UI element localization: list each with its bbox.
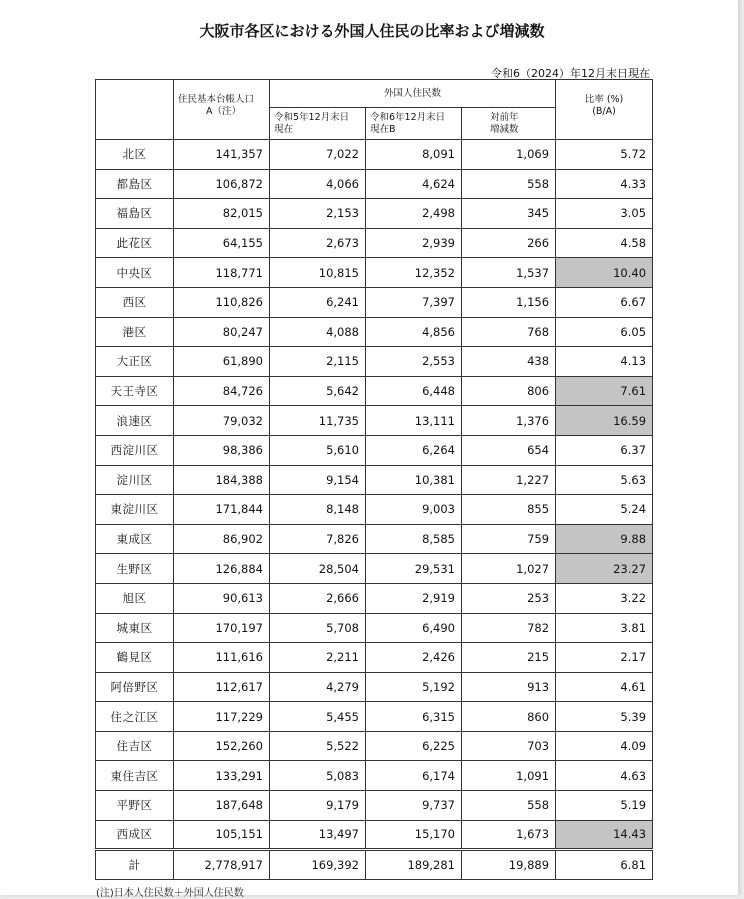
header-change — [462, 108, 556, 140]
cell-rate: 5.24 — [556, 495, 653, 525]
cell-ward: 淀川区 — [96, 465, 174, 495]
cell-r6: 2,426 — [366, 643, 462, 673]
cell-r5: 2,115 — [270, 347, 366, 377]
cell-r5: 5,610 — [270, 435, 366, 465]
cell-pop: 64,155 — [174, 228, 270, 258]
cell-rate: 4.61 — [556, 672, 653, 702]
header-r5-line2: 現在 — [274, 123, 294, 135]
cell-ward: 阿倍野区 — [96, 672, 174, 702]
cell-rate: 2.17 — [556, 643, 653, 673]
cell-change: 1,376 — [462, 406, 556, 436]
cell-ward: 住之江区 — [96, 702, 174, 732]
header-change-line1: 対前年 — [490, 111, 519, 123]
header-r6-line1: 令和6年12月末日 — [370, 111, 446, 123]
cell-rate: 3.81 — [556, 613, 653, 643]
cell-pop: 90,613 — [174, 583, 270, 613]
cell-r5: 13,497 — [270, 820, 366, 850]
header-r6 — [366, 108, 462, 140]
cell-r5: 7,826 — [270, 524, 366, 554]
table-row — [96, 791, 653, 821]
table-row — [96, 317, 653, 347]
cell-r6: 6,315 — [366, 702, 462, 732]
table-row — [96, 376, 653, 406]
cell-r6: 5,192 — [366, 672, 462, 702]
table-row — [96, 820, 653, 850]
table-row — [96, 140, 653, 170]
cell-rate: 5.63 — [556, 465, 653, 495]
table-body — [96, 140, 653, 880]
cell-r5: 4,279 — [270, 672, 366, 702]
table-row — [96, 199, 653, 229]
table-row — [96, 347, 653, 377]
header-resident-pop-sub: A（注） — [206, 106, 241, 117]
footnote: (注)日本人住民数＋外国人住民数 — [96, 888, 244, 899]
cell-r6: 29,531 — [366, 554, 462, 584]
cell-change: 1,673 — [462, 820, 556, 850]
cell-r6: 2,498 — [366, 199, 462, 229]
header-change-line2: 増減数 — [490, 123, 519, 135]
cell-ward: 福島区 — [96, 199, 174, 229]
cell-change: 438 — [462, 347, 556, 377]
cell-ward: 浪速区 — [96, 406, 174, 436]
cell-ward: 東成区 — [96, 524, 174, 554]
total-cell-ward: 計 — [96, 850, 174, 880]
cell-r6: 10,381 — [366, 465, 462, 495]
cell-rate: 14.43 — [556, 820, 653, 850]
cell-change: 1,537 — [462, 258, 556, 288]
table-row — [96, 258, 653, 288]
cell-r6: 2,939 — [366, 228, 462, 258]
page-title: 大阪市各区における外国人住民の比率および増減数 — [199, 22, 545, 40]
cell-r5: 4,066 — [270, 169, 366, 199]
header-rate — [556, 80, 653, 140]
cell-r5: 11,735 — [270, 406, 366, 436]
total-cell-r6: 189,281 — [366, 850, 462, 880]
cell-pop: 126,884 — [174, 554, 270, 584]
cell-ward: 中央区 — [96, 258, 174, 288]
cell-r5: 10,815 — [270, 258, 366, 288]
cell-change: 266 — [462, 228, 556, 258]
cell-rate: 3.05 — [556, 199, 653, 229]
cell-r5: 7,022 — [270, 140, 366, 170]
cell-rate: 4.63 — [556, 761, 653, 791]
cell-rate: 16.59 — [556, 406, 653, 436]
cell-rate: 4.33 — [556, 169, 653, 199]
cell-rate: 6.67 — [556, 287, 653, 317]
cell-r5: 28,504 — [270, 554, 366, 584]
table-row — [96, 731, 653, 761]
cell-rate: 9.88 — [556, 524, 653, 554]
cell-r6: 4,624 — [366, 169, 462, 199]
cell-ward: 旭区 — [96, 583, 174, 613]
cell-change: 703 — [462, 731, 556, 761]
cell-change: 1,069 — [462, 140, 556, 170]
cell-change: 759 — [462, 524, 556, 554]
cell-r5: 5,522 — [270, 731, 366, 761]
cell-pop: 112,617 — [174, 672, 270, 702]
cell-pop: 105,151 — [174, 820, 270, 850]
cell-pop: 170,197 — [174, 613, 270, 643]
cell-pop: 187,648 — [174, 791, 270, 821]
cell-ward: 都島区 — [96, 169, 174, 199]
table-row — [96, 761, 653, 791]
cell-change: 345 — [462, 199, 556, 229]
cell-change: 768 — [462, 317, 556, 347]
cell-pop: 152,260 — [174, 731, 270, 761]
cell-change: 1,227 — [462, 465, 556, 495]
cell-ward: 北区 — [96, 140, 174, 170]
table-row — [96, 524, 653, 554]
cell-ward: 大正区 — [96, 347, 174, 377]
cell-r6: 4,856 — [366, 317, 462, 347]
cell-change: 782 — [462, 613, 556, 643]
cell-r5: 5,708 — [270, 613, 366, 643]
cell-r6: 6,448 — [366, 376, 462, 406]
cell-rate: 5.39 — [556, 702, 653, 732]
cell-r5: 4,088 — [270, 317, 366, 347]
cell-r5: 9,154 — [270, 465, 366, 495]
header-r5 — [270, 108, 366, 140]
cell-pop: 106,872 — [174, 169, 270, 199]
cell-pop: 133,291 — [174, 761, 270, 791]
table-row — [96, 672, 653, 702]
cell-ward: 西成区 — [96, 820, 174, 850]
total-row — [96, 850, 653, 880]
cell-change: 1,091 — [462, 761, 556, 791]
header-r5-line1: 令和5年12月末日 — [274, 111, 350, 123]
cell-ward: 生野区 — [96, 554, 174, 584]
table-row — [96, 465, 653, 495]
table-row — [96, 406, 653, 436]
total-cell-change: 19,889 — [462, 850, 556, 880]
cell-pop: 110,826 — [174, 287, 270, 317]
cell-pop: 84,726 — [174, 376, 270, 406]
cell-r6: 6,264 — [366, 435, 462, 465]
cell-ward: 住吉区 — [96, 731, 174, 761]
cell-r5: 5,455 — [270, 702, 366, 732]
cell-pop: 118,771 — [174, 258, 270, 288]
cell-r6: 2,553 — [366, 347, 462, 377]
cell-r6: 8,585 — [366, 524, 462, 554]
cell-change: 855 — [462, 495, 556, 525]
cell-r6: 13,111 — [366, 406, 462, 436]
table-row — [96, 643, 653, 673]
cell-pop: 80,247 — [174, 317, 270, 347]
cell-rate: 5.19 — [556, 791, 653, 821]
cell-change: 215 — [462, 643, 556, 673]
table-row — [96, 702, 653, 732]
cell-pop: 141,357 — [174, 140, 270, 170]
cell-change: 558 — [462, 169, 556, 199]
cell-rate: 6.05 — [556, 317, 653, 347]
total-cell-r5: 169,392 — [270, 850, 366, 880]
cell-ward: 天王寺区 — [96, 376, 174, 406]
cell-rate: 7.61 — [556, 376, 653, 406]
cell-change: 253 — [462, 583, 556, 613]
table-row — [96, 435, 653, 465]
cell-r6: 12,352 — [366, 258, 462, 288]
cell-ward: 西区 — [96, 287, 174, 317]
table-row — [96, 583, 653, 613]
cell-r5: 2,153 — [270, 199, 366, 229]
cell-r6: 7,397 — [366, 287, 462, 317]
cell-rate: 3.22 — [556, 583, 653, 613]
cell-ward: 城東区 — [96, 613, 174, 643]
header-rate-label: 比率 (%) — [584, 94, 624, 105]
cell-pop: 61,890 — [174, 347, 270, 377]
cell-rate: 4.09 — [556, 731, 653, 761]
cell-r6: 6,174 — [366, 761, 462, 791]
cell-rate: 5.72 — [556, 140, 653, 170]
cell-rate: 4.13 — [556, 347, 653, 377]
cell-ward: 港区 — [96, 317, 174, 347]
cell-pop: 111,616 — [174, 643, 270, 673]
cell-change: 1,027 — [462, 554, 556, 584]
header-ward — [96, 80, 174, 140]
header-r6-line2: 現在B — [370, 123, 396, 135]
cell-ward: 西淀川区 — [96, 435, 174, 465]
cell-r6: 8,091 — [366, 140, 462, 170]
cell-change: 654 — [462, 435, 556, 465]
cell-rate: 23.27 — [556, 554, 653, 584]
cell-change: 558 — [462, 791, 556, 821]
table-row — [96, 495, 653, 525]
cell-rate: 10.40 — [556, 258, 653, 288]
cell-change: 806 — [462, 376, 556, 406]
cell-r6: 9,003 — [366, 495, 462, 525]
cell-change: 1,156 — [462, 287, 556, 317]
cell-r6: 15,170 — [366, 820, 462, 850]
header-rate-sub: (B/A) — [592, 106, 616, 117]
table-row — [96, 287, 653, 317]
cell-r6: 2,919 — [366, 583, 462, 613]
cell-r5: 8,148 — [270, 495, 366, 525]
cell-change: 860 — [462, 702, 556, 732]
cell-rate: 4.58 — [556, 228, 653, 258]
total-cell-pop: 2,778,917 — [174, 850, 270, 880]
cell-change: 913 — [462, 672, 556, 702]
cell-ward: 鶴見区 — [96, 643, 174, 673]
table-row — [96, 613, 653, 643]
cell-pop: 86,902 — [174, 524, 270, 554]
header-resident-pop-label: 住民基本台帳人口 — [178, 94, 255, 105]
header-resident-pop — [174, 80, 270, 140]
foreign-residents-table — [95, 79, 653, 880]
cell-pop: 82,015 — [174, 199, 270, 229]
table-row — [96, 169, 653, 199]
cell-r5: 9,179 — [270, 791, 366, 821]
table-row — [96, 554, 653, 584]
cell-r6: 6,490 — [366, 613, 462, 643]
cell-rate: 6.37 — [556, 435, 653, 465]
cell-ward: 東淀川区 — [96, 495, 174, 525]
as-of-date: 令和6（2024）年12月末日現在 — [491, 67, 650, 80]
cell-r5: 2,673 — [270, 228, 366, 258]
cell-pop: 98,386 — [174, 435, 270, 465]
cell-pop: 117,229 — [174, 702, 270, 732]
cell-r5: 6,241 — [270, 287, 366, 317]
cell-r5: 2,666 — [270, 583, 366, 613]
cell-r5: 5,083 — [270, 761, 366, 791]
cell-ward: 平野区 — [96, 791, 174, 821]
cell-pop: 171,844 — [174, 495, 270, 525]
cell-ward: 此花区 — [96, 228, 174, 258]
cell-r5: 2,211 — [270, 643, 366, 673]
cell-r6: 6,225 — [366, 731, 462, 761]
header-foreign-residents: 外国人住民数 — [270, 80, 556, 108]
cell-pop: 184,388 — [174, 465, 270, 495]
table-row — [96, 228, 653, 258]
cell-ward: 東住吉区 — [96, 761, 174, 791]
cell-r6: 9,737 — [366, 791, 462, 821]
total-cell-rate: 6.81 — [556, 850, 653, 880]
cell-pop: 79,032 — [174, 406, 270, 436]
cell-r5: 5,642 — [270, 376, 366, 406]
